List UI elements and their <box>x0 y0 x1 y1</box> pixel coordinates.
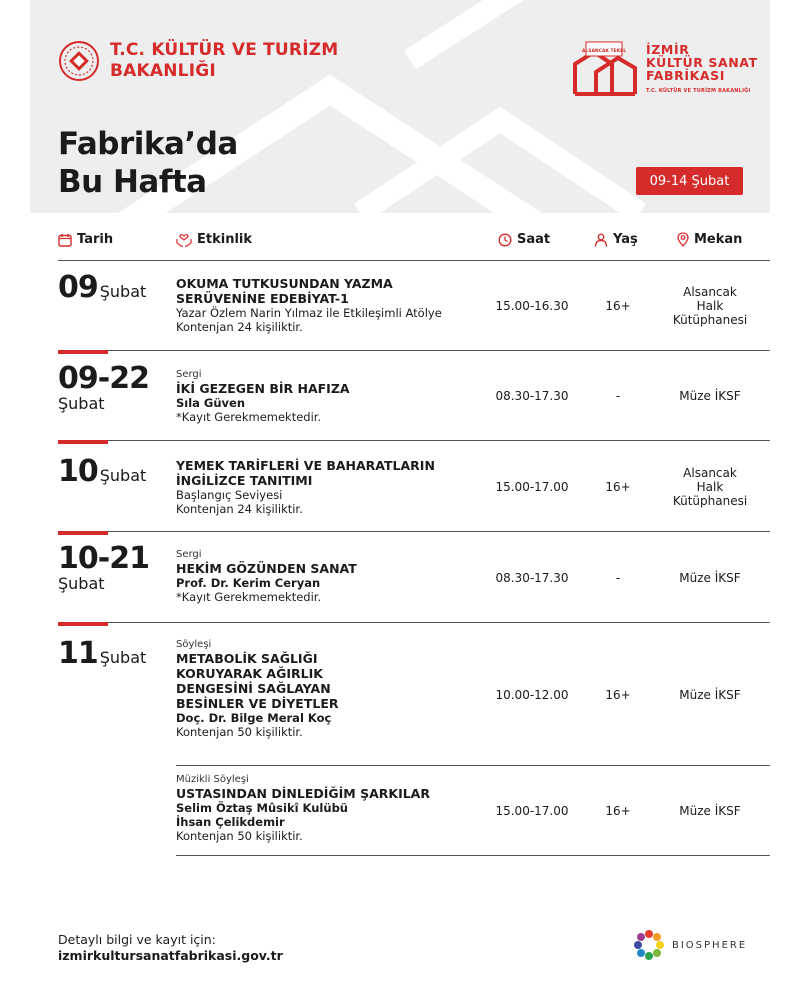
event-month: Şubat <box>99 648 147 667</box>
event-venue <box>658 285 762 327</box>
event-venue-line: Kütüphanesi <box>672 494 748 508</box>
page-title-line2: Bu Hafta <box>58 164 207 200</box>
row-accent <box>58 622 108 626</box>
event-venue-line: Halk <box>696 480 724 494</box>
event-title: SERÜVENİNE EDEBİYAT-1 <box>176 291 349 306</box>
event-note: *Kayıt Gerekmemektedir. <box>176 590 322 604</box>
person-icon <box>594 233 608 247</box>
biosphere-name: BIOSPHERE <box>672 939 748 951</box>
event-venue: Müze İKSF <box>679 804 741 818</box>
event-category: Müzikli Söyleşi <box>176 774 249 785</box>
clock-icon <box>498 233 512 247</box>
event-day: 10-21 <box>58 541 149 576</box>
event-title: BESİNLER VE DİYETLER <box>176 696 339 711</box>
event-day: 11 <box>58 636 98 671</box>
event-title: İNGİLİZCE TANITIMI <box>176 473 313 488</box>
event-age: 16+ <box>605 688 631 702</box>
event-month: Şubat <box>99 466 147 485</box>
event-date <box>58 361 149 413</box>
event-title: İKİ GEZEGEN BİR HAFIZA <box>176 381 350 396</box>
week-badge: 09-14 Şubat <box>636 167 743 195</box>
event-capacity: Kontenjan 24 kişiliktir. <box>176 320 303 334</box>
event-age: 16+ <box>605 480 631 494</box>
event-date <box>58 636 146 671</box>
row-accent <box>58 531 108 535</box>
event-title: METABOLİK SAĞLIĞI <box>176 651 318 666</box>
biosphere-icon <box>632 928 666 962</box>
event-title: HEKİM GÖZÜNDEN SANAT <box>176 561 357 576</box>
ministry-name-line1: T.C. KÜLTÜR VE TURİZM <box>110 40 339 60</box>
event-venue: Müze İKSF <box>679 571 741 585</box>
event-day: 09 <box>58 270 98 305</box>
event-time: 08.30-17.30 <box>495 571 569 585</box>
calendar-icon <box>58 233 72 247</box>
event-month: Şubat <box>99 282 147 301</box>
event-date <box>58 541 149 593</box>
factory-name-line3: FABRİKASI <box>646 68 725 83</box>
row-accent <box>58 350 108 354</box>
row-divider <box>58 531 770 532</box>
event-title: OKUMA TUTKUSUNDAN YAZMA <box>176 276 393 291</box>
event-info <box>176 369 476 424</box>
event-category: Sergi <box>176 549 202 560</box>
row-divider <box>58 622 770 623</box>
event-detail: Prof. Dr. Kerim Ceryan <box>176 576 321 590</box>
event-title: DENGESİNİ SAĞLAYAN <box>176 681 331 696</box>
event-capacity: Kontenjan 50 kişiliktir. <box>176 725 303 739</box>
event-category: Sergi <box>176 369 202 380</box>
row-accent <box>58 440 108 444</box>
event-capacity: Kontenjan 24 kişiliktir. <box>176 502 303 516</box>
event-date <box>58 454 146 489</box>
event-capacity: Kontenjan 50 kişiliktir. <box>176 829 303 843</box>
event-detail: Doç. Dr. Bilge Meral Koç <box>176 711 332 725</box>
column-header-time-label: Saat <box>517 232 551 247</box>
column-header-event <box>176 232 252 247</box>
factory-name-line1: İZMİR <box>646 42 690 57</box>
footer-label: Detaylı bilgi ve kayıt için: <box>58 932 216 947</box>
event-day: 09-22 <box>58 361 149 396</box>
factory-subtitle: T.C. KÜLTÜR VE TURİZM BAKANLIĞI <box>646 88 751 94</box>
event-venue <box>658 466 762 508</box>
ministry-name-line2: BAKANLIĞI <box>110 61 216 81</box>
factory-badge-text: ALSANCAK TEKEL <box>581 49 627 54</box>
event-title: YEMEK TARİFLERİ VE BAHARATLARIN <box>176 458 435 473</box>
event-time: 10.00-12.00 <box>495 688 569 702</box>
row-divider <box>176 855 770 856</box>
event-venue-line: Alsancak <box>683 285 737 299</box>
event-age: - <box>615 571 621 585</box>
event-detail: Başlangıç Seviyesi <box>176 488 283 502</box>
biosphere-logo <box>632 928 747 962</box>
event-note: *Kayıt Gerekmemektedir. <box>176 410 322 424</box>
hands-heart-icon <box>176 233 192 247</box>
factory-name-line2: KÜLTÜR SANAT <box>646 55 758 70</box>
event-venue: Müze İKSF <box>679 389 741 403</box>
event-venue-line: Alsancak <box>683 466 737 480</box>
row-divider <box>58 440 770 441</box>
factory-logo <box>572 40 758 96</box>
event-age: - <box>615 389 621 403</box>
event-category: Söyleşi <box>176 639 212 650</box>
event-age: 16+ <box>605 804 631 818</box>
page-title <box>58 125 238 201</box>
page-title-line1: Fabrika’da <box>58 126 238 162</box>
event-info <box>176 774 476 843</box>
event-time: 08.30-17.30 <box>495 389 569 403</box>
event-venue-line: Halk <box>696 299 724 313</box>
event-info <box>176 276 476 334</box>
event-time: 15.00-17.00 <box>495 480 569 494</box>
event-month: Şubat <box>58 574 105 593</box>
event-title: KORUYARAK AĞIRLIK <box>176 666 323 681</box>
column-header-date-label: Tarih <box>77 232 114 247</box>
column-header-venue <box>677 232 742 247</box>
column-header-venue-label: Mekan <box>694 232 743 247</box>
row-divider <box>176 765 770 766</box>
event-day: 10 <box>58 454 98 489</box>
event-age: 16+ <box>605 299 631 313</box>
event-info <box>176 458 476 516</box>
event-venue: Müze İKSF <box>679 688 741 702</box>
event-detail: Yazar Özlem Narin Yılmaz ile Etkileşimli Atölye <box>176 306 442 320</box>
ministry-logo <box>58 40 338 82</box>
column-header-age <box>594 232 638 247</box>
column-header-age-label: Yaş <box>613 232 638 247</box>
event-date <box>58 270 146 305</box>
row-divider <box>58 350 770 351</box>
factory-building-icon <box>572 40 638 96</box>
column-header-event-label: Etkinlik <box>197 232 253 247</box>
event-info <box>176 639 476 739</box>
event-detail: İhsan Çelikdemir <box>176 815 285 829</box>
event-info <box>176 549 476 604</box>
location-pin-icon <box>677 232 689 247</box>
event-venue-line: Kütüphanesi <box>672 313 748 327</box>
footer-website-link[interactable]: izmirkultursanatfabrikasi.gov.tr <box>58 948 283 963</box>
column-header-date <box>58 232 113 247</box>
event-month: Şubat <box>58 394 105 413</box>
event-detail: Selim Öztaş Mûsikî Kulübü <box>176 801 348 815</box>
header-divider <box>58 260 770 261</box>
column-header-time <box>498 232 550 247</box>
event-time: 15.00-17.00 <box>495 804 569 818</box>
event-title: USTASINDAN DİNLEDİĞİM ŞARKILAR <box>176 786 430 801</box>
ministry-emblem-icon <box>58 40 100 82</box>
event-time: 15.00-16.30 <box>495 299 569 313</box>
event-detail: Sıla Güven <box>176 396 246 410</box>
